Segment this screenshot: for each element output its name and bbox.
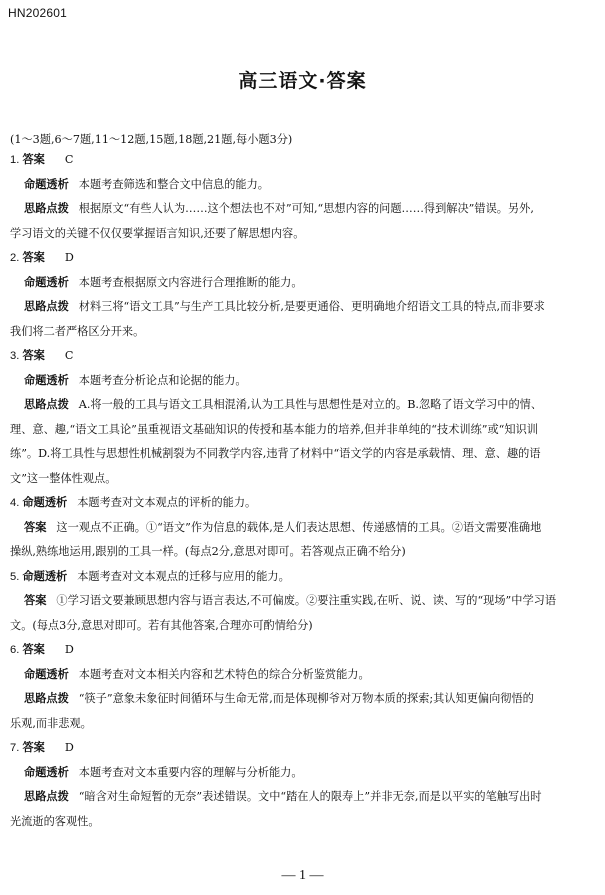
section-label: 答案 (22, 251, 45, 264)
answer-line (10, 620, 595, 645)
body-text: 光流逝的客观性。 (10, 814, 100, 828)
answer-line (10, 742, 595, 767)
answer-line (10, 644, 595, 669)
answer-choice: D (64, 741, 74, 754)
answer-line (10, 693, 595, 718)
section-label: 思路点拨 (24, 202, 69, 215)
section-label: 命题透析 (24, 765, 69, 779)
answer-line (10, 669, 595, 694)
section-label: 思路点拨 (24, 398, 69, 411)
body-text: 本题考查对文本相关内容和艺术特色的综合分析鉴赏能力。 (78, 667, 370, 681)
answer-choice: D (64, 643, 74, 656)
section-label: 命题透析 (24, 177, 69, 191)
section-label: 答案 (22, 741, 45, 754)
answer-line (10, 767, 595, 792)
answer-line (10, 473, 595, 498)
body-text: “暗含对生命短暂的无奈”表述错误。文中“踏在人的限寿上”并非无奈,而是以平实的笔触写出时 (78, 790, 542, 803)
question-number: 1. (10, 154, 23, 166)
body-text: 本题考查分析论点和论据的能力。 (78, 373, 247, 387)
body-text: 理、意、趣,“语文工具论”虽重视语文基础知识的传授和基本能力的培养,但并非单纯的“技术训练”或“知识训 (10, 422, 538, 436)
section-label: 命题透析 (22, 569, 68, 583)
body-text: 乐观,而非悲观。 (10, 716, 92, 730)
answer-line (10, 718, 595, 743)
answer-line (10, 277, 595, 302)
section-label: 答案 (22, 153, 45, 166)
section-label: 答案 (24, 520, 47, 534)
section-label: 思路点拨 (24, 300, 69, 313)
body-text: 本题考查根据原文内容进行合理推断的能力。 (78, 275, 303, 289)
section-label: 命题透析 (24, 275, 69, 289)
section-label: 答案 (24, 594, 47, 607)
answer-choice: C (64, 153, 74, 166)
body-text: 这一观点不正确。①“语文”作为信息的载体,是人们表达思想、传递感情的工具。②语文需要准确地 (56, 520, 542, 534)
answer-line (10, 326, 595, 351)
body-text: 学习语文的关键不仅仅要掌握语言知识,还要了解思想内容。 (10, 226, 305, 240)
body-text: “筷子”意象未象征时间循环与生命无常,而是体现柳爷对万物本质的探索;其认知更偏向彻悟的 (78, 692, 534, 705)
answer-line (10, 816, 595, 841)
body-text: A.将一般的工具与语文工具相混淆,认为工具性与思想性是对立的。B.忽略了语文学习中的情、 (78, 398, 543, 411)
section-label: 答案 (22, 643, 45, 656)
section-label: 命题透析 (22, 496, 68, 509)
body-text: 我们将二者严格区分开来。 (10, 324, 145, 338)
answer-line (10, 571, 595, 596)
answer-line (10, 228, 595, 253)
body-text: 文”这一整体性观点。 (10, 471, 117, 485)
body-text: 操纵,熟练地运用,跟别的工具一样。(每点2分,意思对即可。若答观点正确不给分) (10, 545, 406, 558)
body-text: 练”。D.将工具性与思想性机械割裂为不同教学内容,违背了材料中“语文学的内容是承载情、理、意、趣的语 (10, 447, 541, 460)
body-text: 根据原文“有些人认为……这个想法也不对”可知,“思想内容的问题……得到解决”错误。另外, (78, 202, 534, 215)
answer-line (10, 546, 595, 571)
answer-line (10, 252, 595, 277)
document-code: HN202601 (8, 6, 67, 20)
body-text: 本题考查对文本观点的评析的能力。 (77, 496, 257, 509)
answer-line (10, 399, 595, 424)
answer-line (10, 350, 595, 375)
section-label: 思路点拨 (24, 692, 69, 705)
question-number: 4. (10, 497, 23, 509)
answer-choice: D (64, 251, 74, 264)
answer-line (10, 448, 595, 473)
answer-line (10, 203, 595, 228)
answer-line (10, 497, 595, 522)
answer-line (10, 375, 595, 400)
body-text: 文。(每点3分,意思对即可。若有其他答案,合理亦可酌情给分) (10, 618, 313, 632)
answer-content (10, 134, 595, 840)
body-text: 本题考查对文本观点的迁移与应用的能力。 (77, 569, 290, 583)
answer-line (10, 522, 595, 547)
section-label: 思路点拨 (24, 790, 69, 803)
page-number: — 1 — (281, 868, 324, 883)
question-number: 3. (10, 350, 23, 362)
answer-list (10, 154, 595, 840)
answer-line (10, 595, 595, 620)
scoring-note: (1～3题,6～7题,11～12题,15题,18题,21题,每小题3分) (10, 133, 293, 146)
body-text: ①学习语文要兼顾思想内容与语言表达,不可偏废。②要注重实践,在听、说、读、写的“现场”中学习语 (56, 594, 557, 607)
question-number: 2. (10, 252, 23, 264)
answer-line (10, 301, 595, 326)
answer-line (10, 154, 595, 179)
body-text: 本题考查对文本重要内容的理解与分析能力。 (78, 765, 303, 779)
section-label: 命题透析 (24, 667, 69, 681)
question-number: 6. (10, 644, 23, 656)
question-number: 7. (10, 742, 23, 754)
section-label: 命题透析 (24, 373, 69, 387)
body-text: 材料三将“语文工具”与生产工具比较分析,是要更通俗、更明确地介绍语文工具的特点,而非要求 (78, 300, 545, 313)
answer-choice: C (64, 349, 74, 362)
answer-line (10, 179, 595, 204)
question-number: 5. (10, 570, 23, 583)
answer-line (10, 424, 595, 449)
answer-line (10, 791, 595, 816)
page-title: 高三语文·答案 (238, 70, 367, 92)
body-text: 本题考查筛选和整合文中信息的能力。 (78, 177, 269, 191)
section-label: 答案 (22, 349, 45, 362)
